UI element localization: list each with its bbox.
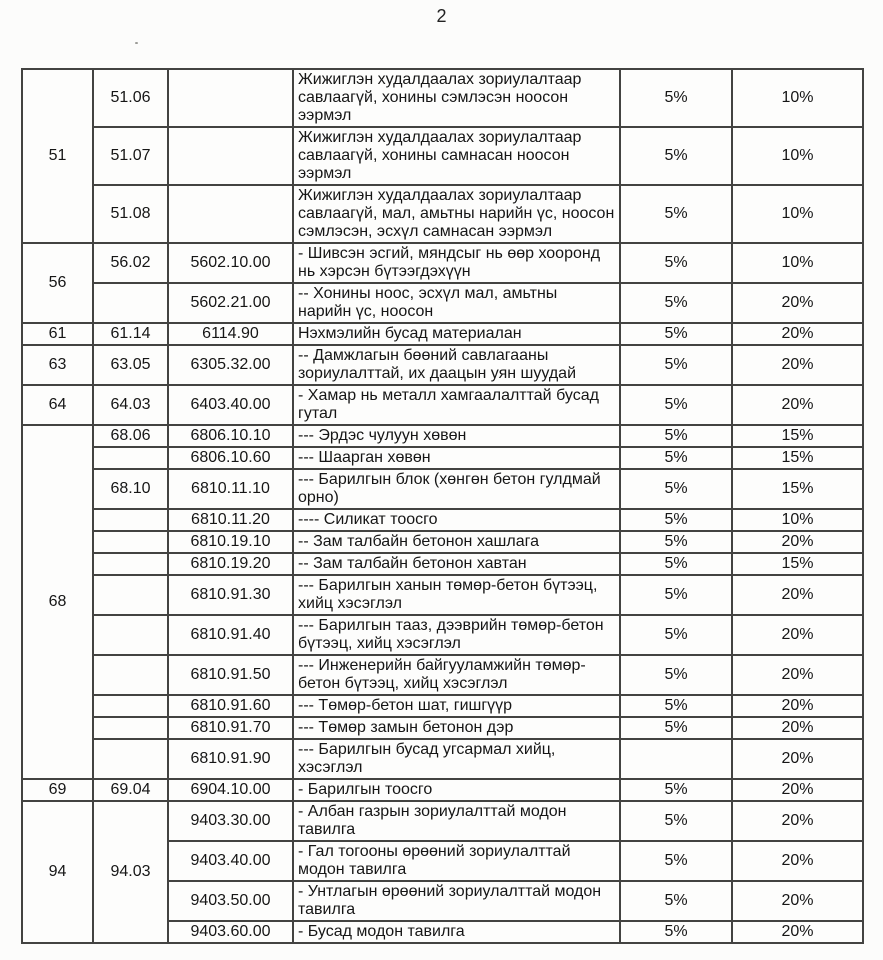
heading-cell: 51.07 <box>93 127 168 185</box>
rate2-cell: 20% <box>732 695 863 717</box>
rate2-cell: 20% <box>732 841 863 881</box>
rate2-cell: 15% <box>732 469 863 509</box>
rate1-cell: 5% <box>620 243 732 283</box>
description-cell: --- Төмөр-бетон шат, гишгүүр <box>293 695 620 717</box>
table-row <box>22 615 863 655</box>
description-cell: Нэхмэлийн бусад материалан <box>293 323 620 345</box>
table-row <box>22 695 863 717</box>
rate2-cell: 20% <box>732 655 863 695</box>
rate2-cell: 10% <box>732 243 863 283</box>
chapter-cell: 64 <box>22 385 93 425</box>
heading-cell: 64.03 <box>93 385 168 425</box>
rate2-cell: 10% <box>732 185 863 243</box>
chapter-cell: 51 <box>22 69 93 243</box>
table-row <box>22 185 863 243</box>
table-row <box>22 283 863 323</box>
code-cell: 5602.10.00 <box>168 243 293 283</box>
description-cell: --- Эрдэс чулуун хөвөн <box>293 425 620 447</box>
tariff-table <box>21 68 864 944</box>
chapter-cell: 94 <box>22 801 93 943</box>
code-cell: 6810.91.60 <box>168 695 293 717</box>
heading-cell <box>93 695 168 717</box>
rate2-cell: 20% <box>732 615 863 655</box>
description-cell: --- Барилгын бусад угсармал хийц, хэсэглэл <box>293 739 620 779</box>
code-cell: 6810.91.30 <box>168 575 293 615</box>
description-cell: - Унтлагын өрөөний зориулалттай модон тавилга <box>293 881 620 921</box>
heading-cell: 51.06 <box>93 69 168 127</box>
description-cell: --- Барилгын блок (хөнгөн бетон гулдмай орно) <box>293 469 620 509</box>
description-cell: --- Шаарган хөвөн <box>293 447 620 469</box>
code-cell: 9403.50.00 <box>168 881 293 921</box>
rate1-cell: 5% <box>620 69 732 127</box>
rate1-cell: 5% <box>620 615 732 655</box>
code-cell: 6810.91.90 <box>168 739 293 779</box>
heading-cell <box>93 447 168 469</box>
table-row <box>22 531 863 553</box>
description-cell: Жижиглэн худалдаалах зориулалтаар савлаагүй, хонины сэмлэсэн ноосон ээрмэл <box>293 69 620 127</box>
rate1-cell: 5% <box>620 553 732 575</box>
rate1-cell: 5% <box>620 283 732 323</box>
rate1-cell: 5% <box>620 509 732 531</box>
description-cell: -- Хонины ноос, эсхүл мал, амьтны нарийн үс, ноосон <box>293 283 620 323</box>
rate2-cell: 15% <box>732 447 863 469</box>
scan-speck <box>135 42 138 44</box>
table-row <box>22 739 863 779</box>
tariff-table-body <box>22 69 863 943</box>
description-cell: -- Зам талбайн бетонон хавтан <box>293 553 620 575</box>
rate1-cell: 5% <box>620 717 732 739</box>
rate1-cell: 5% <box>620 841 732 881</box>
table-row <box>22 801 863 841</box>
description-cell: - Хамар нь металл хамгаалалттай бусад гутал <box>293 385 620 425</box>
table-row <box>22 655 863 695</box>
rate1-cell: 5% <box>620 531 732 553</box>
heading-cell: 94.03 <box>93 801 168 943</box>
heading-cell: 69.04 <box>93 779 168 801</box>
rate1-cell: 5% <box>620 447 732 469</box>
rate2-cell: 20% <box>732 921 863 943</box>
table-row <box>22 323 863 345</box>
rate2-cell: 20% <box>732 739 863 779</box>
code-cell: 9403.30.00 <box>168 801 293 841</box>
chapter-cell: 63 <box>22 345 93 385</box>
code-cell: 9403.60.00 <box>168 921 293 943</box>
chapter-cell: 61 <box>22 323 93 345</box>
table-row <box>22 469 863 509</box>
description-cell: - Шивсэн эсгий, мяндсыг нь өөр хооронд нь хэрсэн бүтээгдэхүүн <box>293 243 620 283</box>
code-cell: 6806.10.60 <box>168 447 293 469</box>
rate2-cell: 15% <box>732 425 863 447</box>
heading-cell <box>93 615 168 655</box>
rate1-cell: 5% <box>620 185 732 243</box>
description-cell: --- Инженерийн байгууламжийн төмөр-бетон бүтээц, хийц хэсэглэл <box>293 655 620 695</box>
rate2-cell: 20% <box>732 345 863 385</box>
table-row <box>22 447 863 469</box>
description-cell: Жижиглэн худалдаалах зориулалтаар савлаагүй, хонины самнасан ноосон ээрмэл <box>293 127 620 185</box>
code-cell: 6810.91.70 <box>168 717 293 739</box>
heading-cell <box>93 509 168 531</box>
rate2-cell: 10% <box>732 127 863 185</box>
rate1-cell: 5% <box>620 779 732 801</box>
table-row <box>22 127 863 185</box>
chapter-cell: 56 <box>22 243 93 323</box>
rate1-cell: 5% <box>620 695 732 717</box>
code-cell: 6114.90 <box>168 323 293 345</box>
code-cell: 6810.11.20 <box>168 509 293 531</box>
table-row <box>22 345 863 385</box>
code-cell: 6904.10.00 <box>168 779 293 801</box>
rate2-cell: 20% <box>732 881 863 921</box>
heading-cell <box>93 717 168 739</box>
rate1-cell: 5% <box>620 801 732 841</box>
rate1-cell: 5% <box>620 127 732 185</box>
rate1-cell: 5% <box>620 881 732 921</box>
description-cell: - Гал тогооны өрөөний зориулалттай модон тавилга <box>293 841 620 881</box>
rate1-cell: 5% <box>620 425 732 447</box>
code-cell: 6403.40.00 <box>168 385 293 425</box>
description-cell: ---- Силикат тоосго <box>293 509 620 531</box>
rate2-cell: 20% <box>732 575 863 615</box>
rate2-cell: 20% <box>732 385 863 425</box>
description-cell: -- Зам талбайн бетонон хашлага <box>293 531 620 553</box>
rate2-cell: 20% <box>732 323 863 345</box>
chapter-cell: 68 <box>22 425 93 779</box>
code-cell <box>168 69 293 127</box>
heading-cell: 56.02 <box>93 243 168 283</box>
heading-cell <box>93 739 168 779</box>
page-number: 2 <box>436 6 447 26</box>
code-cell: 5602.21.00 <box>168 283 293 323</box>
table-row <box>22 717 863 739</box>
rate1-cell: 5% <box>620 469 732 509</box>
code-cell: 6305.32.00 <box>168 345 293 385</box>
rate1-cell: 5% <box>620 345 732 385</box>
heading-cell: 51.08 <box>93 185 168 243</box>
rate2-cell: 20% <box>732 717 863 739</box>
table-row <box>22 779 863 801</box>
code-cell <box>168 185 293 243</box>
rate2-cell: 20% <box>732 283 863 323</box>
heading-cell <box>93 553 168 575</box>
rate2-cell: 10% <box>732 69 863 127</box>
description-cell: - Барилгын тоосго <box>293 779 620 801</box>
rate2-cell: 20% <box>732 801 863 841</box>
description-cell: --- Барилгын тааз, дээврийн төмөр-бетон бүтээц, хийц хэсэглэл <box>293 615 620 655</box>
code-cell: 9403.40.00 <box>168 841 293 881</box>
code-cell: 6810.11.10 <box>168 469 293 509</box>
code-cell: 6810.19.20 <box>168 553 293 575</box>
rate1-cell <box>620 739 732 779</box>
code-cell: 6810.91.50 <box>168 655 293 695</box>
heading-cell: 63.05 <box>93 345 168 385</box>
rate2-cell: 20% <box>732 531 863 553</box>
heading-cell: 68.10 <box>93 469 168 509</box>
table-row <box>22 69 863 127</box>
heading-cell: 68.06 <box>93 425 168 447</box>
rate1-cell: 5% <box>620 575 732 615</box>
heading-cell <box>93 655 168 695</box>
rate2-cell: 20% <box>732 779 863 801</box>
code-cell: 6810.91.40 <box>168 615 293 655</box>
description-cell: - Албан газрын зориулалттай модон тавилга <box>293 801 620 841</box>
rate2-cell: 15% <box>732 553 863 575</box>
rate2-cell: 10% <box>732 509 863 531</box>
table-row <box>22 509 863 531</box>
rate1-cell: 5% <box>620 323 732 345</box>
heading-cell <box>93 575 168 615</box>
table-row <box>22 425 863 447</box>
table-row <box>22 575 863 615</box>
rate1-cell: 5% <box>620 655 732 695</box>
heading-cell: 61.14 <box>93 323 168 345</box>
table-row <box>22 553 863 575</box>
description-cell: -- Дамжлагын бөөний савлагааны зориулалттай, их даацын уян шуудай <box>293 345 620 385</box>
code-cell <box>168 127 293 185</box>
rate1-cell: 5% <box>620 385 732 425</box>
description-cell: --- Барилгын ханын төмөр-бетон бүтээц, хийц хэсэглэл <box>293 575 620 615</box>
table-row <box>22 243 863 283</box>
heading-cell <box>93 531 168 553</box>
code-cell: 6806.10.10 <box>168 425 293 447</box>
code-cell: 6810.19.10 <box>168 531 293 553</box>
rate1-cell: 5% <box>620 921 732 943</box>
table-row <box>22 385 863 425</box>
description-cell: Жижиглэн худалдаалах зориулалтаар савлаагүй, мал, амьтны нарийн үс, ноосон сэмлэсэн, эсхүл самнасан ээрмэл <box>293 185 620 243</box>
description-cell: - Бусад модон тавилга <box>293 921 620 943</box>
chapter-cell: 69 <box>22 779 93 801</box>
heading-cell <box>93 283 168 323</box>
description-cell: --- Төмөр замын бетонон дэр <box>293 717 620 739</box>
